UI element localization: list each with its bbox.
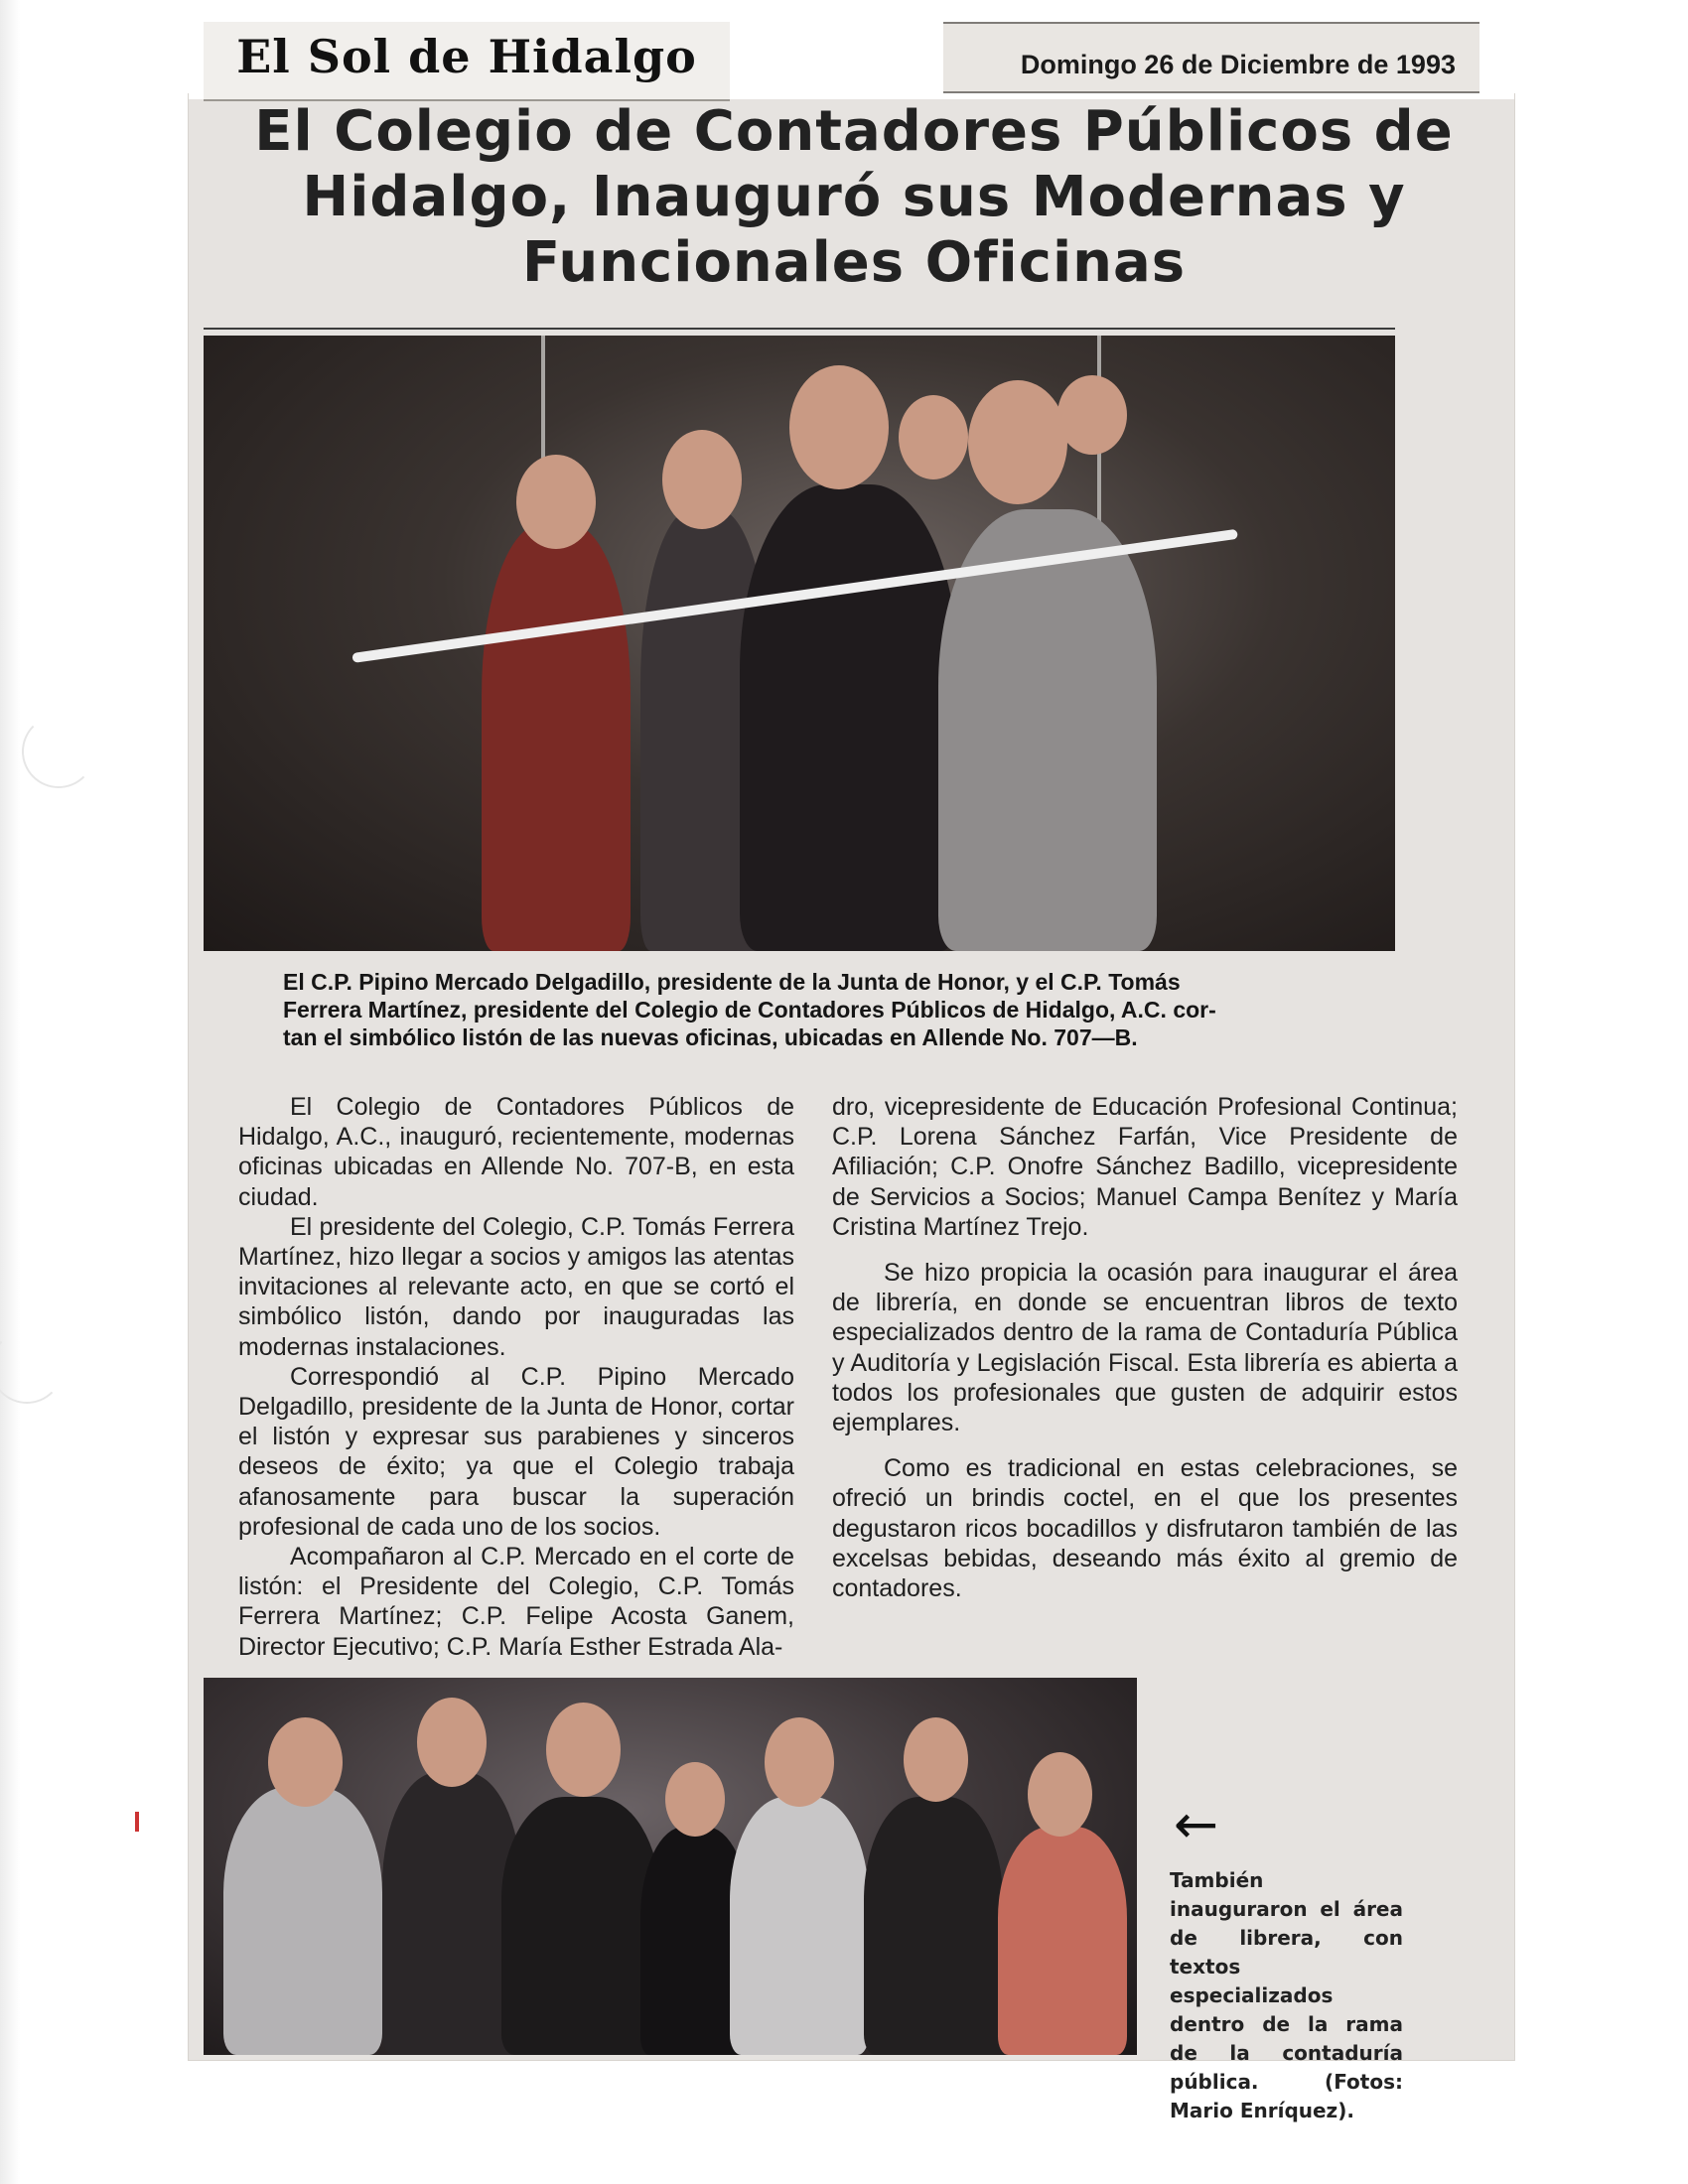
divider xyxy=(204,328,1395,330)
photo-caption xyxy=(283,968,1375,1051)
person-head xyxy=(546,1703,621,1797)
side-photo-caption: También inauguraron el área de librera, con textos especializados dentro de la rama de la contaduría pública. (Fotos: Mario Enríquez). xyxy=(1170,1868,1403,2122)
person-head xyxy=(789,365,889,489)
person-figure xyxy=(864,1797,1003,2055)
margin-mark xyxy=(135,1812,139,1832)
caption-line: El C.P. Pipino Mercado Delgadillo, presidente de la Junta de Honor, y el C.P. Tomás xyxy=(283,969,1181,995)
ribbon-cutting-photo xyxy=(204,336,1395,951)
person-head xyxy=(268,1717,343,1807)
masthead-box xyxy=(204,22,730,101)
punch-hole-mark xyxy=(0,1330,64,1404)
punch-hole-mark xyxy=(22,715,95,788)
person-head xyxy=(899,395,968,479)
paragraph: Acompañaron al C.P. Mercado en el corte de listón: el Presidente del Colegio, C.P. Tomás Ferrera Martínez; C.P. Felipe Acosta Ganem, Director Ejecutivo; C.P. María Esther Estrada Ala- xyxy=(238,1543,794,1661)
date-box xyxy=(943,22,1479,93)
paragraph: Correspondió al C.P. Pipino Mercado Delgadillo, presidente de la Junta de Honor, cortar el listón y expresar sus parabienes y sinceros deseos de éxito; ya que el Colegio trabaja afanosamente para buscar la superación profesional de cada uno de los socios. xyxy=(238,1362,794,1541)
person-head xyxy=(1057,375,1127,455)
person-figure xyxy=(501,1797,660,2055)
headline-line: Funcionales Oficinas xyxy=(521,230,1187,295)
paragraph: Como es tradicional en estas celebraciones, se ofreció un brindis coctel, en el que los presentes degustaron ricos bocadillos y disfrutaron también de las excelsas bebidas, deseando más éxito al gremio de contadores. xyxy=(832,1454,1458,1603)
paragraph: dro, vicepresidente de Educación Profesional Continua; C.P. Lorena Sánchez Farfán, Vice Presidente de Afiliación; C.P. Onofre Sánchez Badillo, vicepresidente de Servicios a Socios; Manuel Campa Benítez y María Cristina Martínez Trejo. xyxy=(832,1093,1458,1241)
person-figure xyxy=(482,524,631,951)
person-head xyxy=(665,1762,725,1837)
issue-date: Domingo 26 de Diciembre de 1993 xyxy=(1020,50,1456,79)
person-figure xyxy=(998,1827,1127,2055)
paragraph: El presidente del Colegio, C.P. Tomás Ferrera Martínez, hizo llegar a socios y amigos las atentas invitaciones al relevante acto, en que se cortó el simbólico listón, dando por inauguradas las modernas instalaciones. xyxy=(238,1212,794,1361)
library-group-photo xyxy=(204,1678,1137,2055)
person-figure xyxy=(382,1772,521,2055)
caption-line: tan el simbólico listón de las nuevas oficinas, ubicadas en Allende No. 707—B. xyxy=(283,1024,1138,1050)
article-column-right xyxy=(832,1092,1458,1603)
caption-line: Ferrera Martínez, presidente del Colegio de Contadores Públicos de Hidalgo, A.C. cor- xyxy=(283,997,1216,1023)
person-figure xyxy=(740,484,958,951)
paragraph: Se hizo propicia la ocasión para inaugurar el área de librería, en donde se encuentran libros de texto especializados dentro de la rama de Contaduría Pública y Auditoría y Legislación Fiscal. Esta librería es abierta a todos los profesionales que gusten de adquirir estos ejemplares. xyxy=(832,1259,1458,1437)
person-figure xyxy=(730,1797,869,2055)
person-head xyxy=(417,1698,487,1787)
person-head xyxy=(1028,1752,1092,1837)
masthead: El Sol de Hidalgo xyxy=(236,30,697,83)
headline xyxy=(238,99,1470,296)
person-head xyxy=(968,380,1067,504)
person-head xyxy=(904,1717,968,1802)
headline-line: Hidalgo, Inauguró sus Modernas y xyxy=(302,165,1406,229)
headline-line: El Colegio de Contadores Públicos de xyxy=(254,99,1454,164)
left-arrow-icon: ← xyxy=(1174,1793,1219,1855)
paragraph: El Colegio de Contadores Públicos de Hidalgo, A.C., inauguró, recientemente, modernas oficinas ubicadas en Allende No. 707-B, en esta ciudad. xyxy=(238,1093,794,1211)
scan-edge xyxy=(0,0,20,2184)
person-head xyxy=(516,455,596,549)
person-head xyxy=(662,430,742,529)
article-column-left xyxy=(238,1092,794,1662)
person-figure xyxy=(223,1787,382,2055)
person-head xyxy=(765,1717,834,1807)
